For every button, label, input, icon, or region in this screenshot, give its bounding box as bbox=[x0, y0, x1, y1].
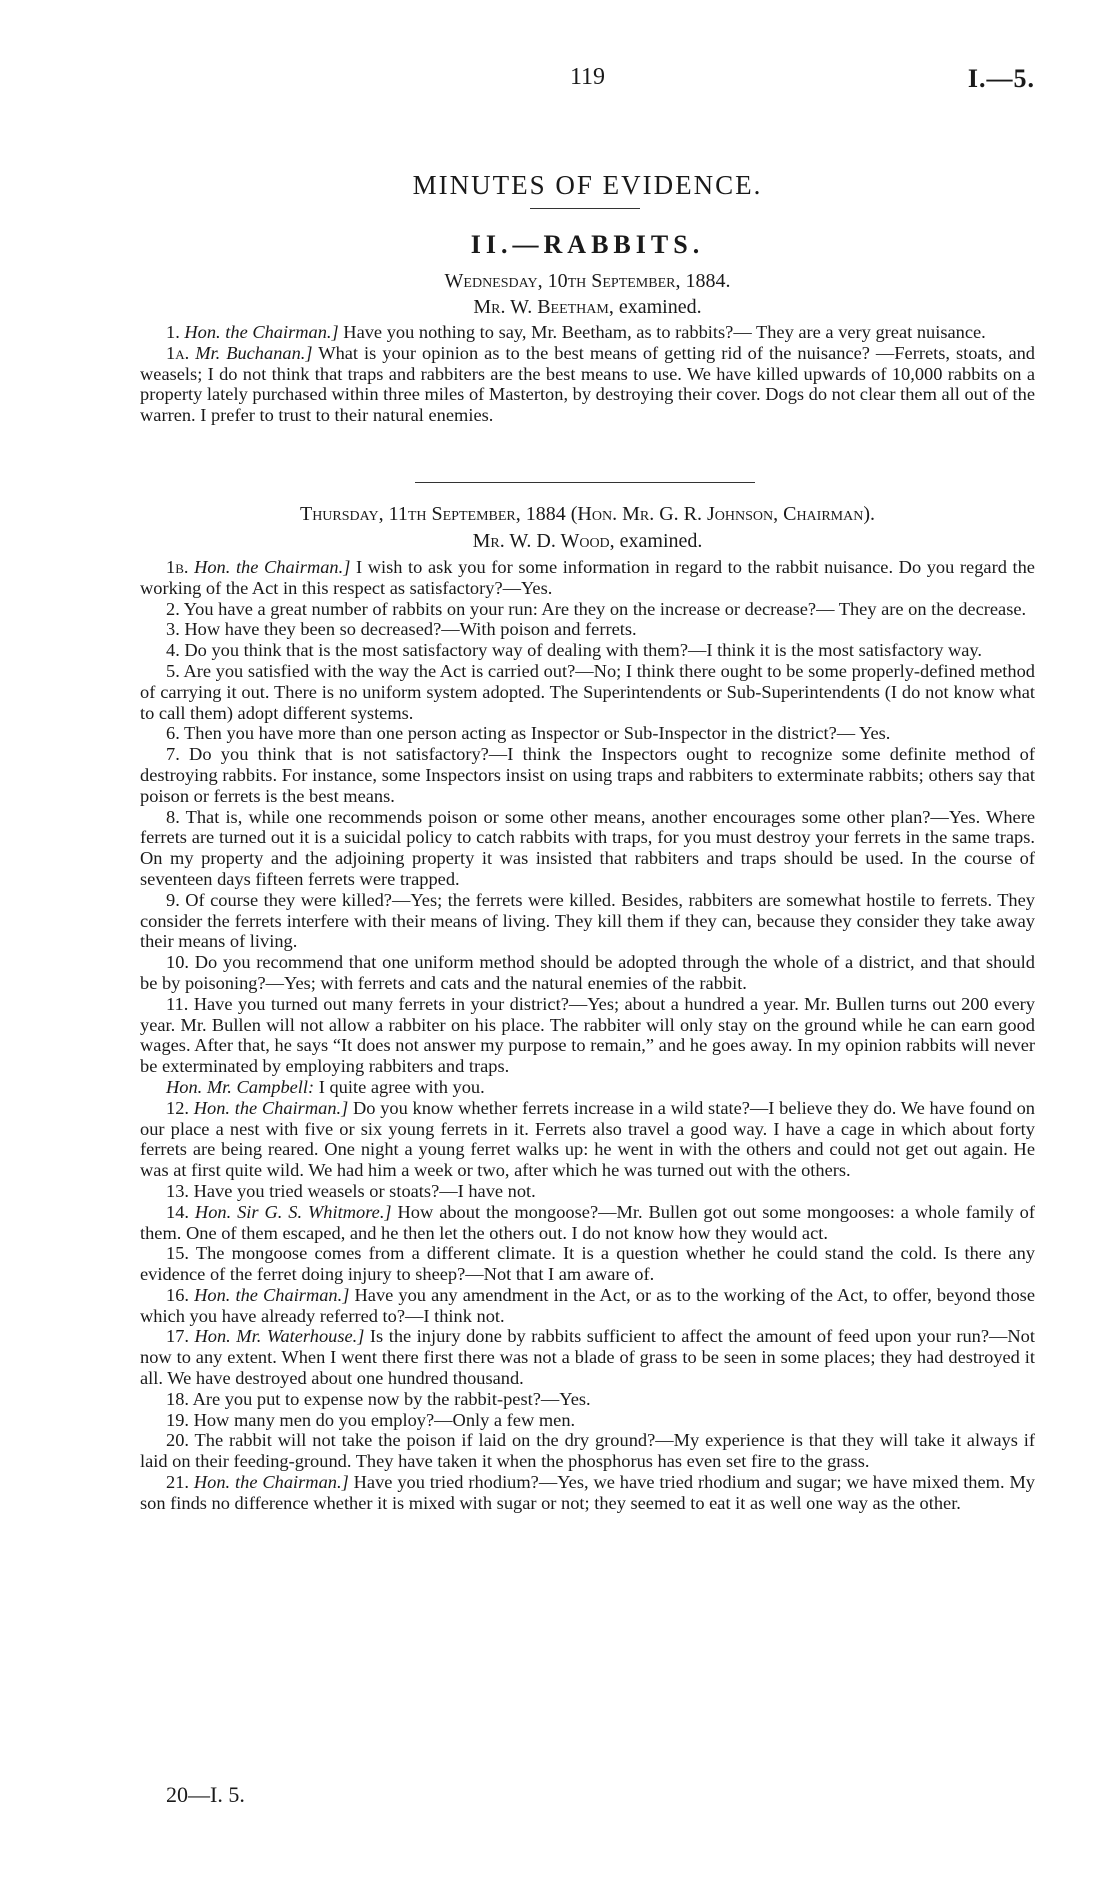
question-paragraph: 3. How have they been so decreased?—With poison and ferrets. bbox=[166, 619, 637, 640]
speaker: Hon. Mr. Campbell: bbox=[166, 1076, 315, 1097]
question-text: How about the mongoose?—Mr. Bullen got out some mongooses: a whole family of them. One of them escaped, and he then let the others out. I do not know how they would act. bbox=[140, 1201, 1035, 1243]
witness-name: Mr. W. D. Wood, bbox=[472, 530, 615, 552]
question-text: Have you tried rhodium?—Yes, we have tried rhodium and sugar; we have mixed them. My son finds no difference whether it is mixed with sugar or not; they seemed to eat it as well one way as the other. bbox=[140, 1472, 1035, 1513]
question-paragraph: 18. Are you put to expense now by the rabbit-pest?—Yes. bbox=[166, 1388, 591, 1409]
question-paragraph: 1b. Hon. the Chairman.] I wish to ask you for some information in regard to the rabbit nuisance. Do you regard the working of the Act in this respect as satisfactory?—Yes. bbox=[140, 557, 1035, 598]
question-text: What is your opinion as to the best means of getting rid of the nuisance? —Ferrets, stoats, and weasels; I do not think that traps and rabbiters are the best means to use. We have killed upwards of 10,000 rabbits on a property lately purchased within three miles of Masterton, by destroying their cover. Dogs do not clear them all out of the warren. I prefer to trust to their natural enemies. bbox=[140, 342, 1035, 426]
question-paragraph: 2. You have a great number of rabbits on your run: Are they on the increase or decrease?— They are on the decrease. bbox=[166, 598, 1027, 619]
question-paragraph: 8. That is, while one recommends poison or some other means, another encourages some other plan?—Yes. Where ferrets are turned out it is a suicidal policy to catch rabbits with traps, for you must destroy your ferrets in the same traps. On my property and the adjoining property it was insisted that rabbiters and traps should be used. In the course of seventeen days fifteen ferrets were trapped. bbox=[140, 806, 1035, 889]
question-paragraph: 21. Hon. the Chairman.] Have you tried rhodium?—Yes, we have tried rhodium and sugar; we have mixed them. My son finds no difference whether it is mixed with sugar or not; they seemed to eat it as well one way as the other. bbox=[140, 1472, 1035, 1513]
question-paragraph: 10. Do you recommend that one uniform method should be adopted through the whole of a district, and that should be by poisoning?—Yes; with ferrets and cats and the natural enemies of the rabbit. bbox=[140, 952, 1035, 993]
evidence-block-1 bbox=[140, 322, 1035, 426]
question-paragraph: 5. Are you satisfied with the way the Act is carried out?—No; I think there ought to be some properly-defined method of carrying it out. There is no uniform system adopted. The Superintendents or Sub-Superintendents (I do not know what to call them) adopt different systems. bbox=[140, 660, 1035, 723]
question-paragraph: 15. The mongoose comes from a different climate. It is a question whether he could stand the cold. Is there any evidence of the ferret doing injury to sheep?—Not that I am aware of. bbox=[140, 1243, 1035, 1285]
signature-mark: 20—I. 5. bbox=[166, 1782, 245, 1807]
witness-heading bbox=[140, 530, 1035, 553]
question-text: I wish to ask you for some information in regard to the rabbit nuisance. Do you regard the working of the Act in this respect as satisfactory?—Yes. bbox=[140, 557, 1035, 598]
question-paragraph: 17. Hon. Mr. Waterhouse.] Is the injury done by rabbits sufficient to affect the amount of feed upon your run?—Not now to any extent. When I went there first there was not a blade of grass to be seen in some places; they had destroyed it all. We have destroyed about one hundred thousand. bbox=[140, 1326, 1035, 1389]
question-paragraph: 4. Do you think that is the most satisfactory way of dealing with them?—I think it is the most satisfactory way. bbox=[166, 640, 983, 661]
session-date: Wednesday, 10th September, 1884. bbox=[444, 270, 731, 292]
title-divider bbox=[530, 208, 640, 209]
question-paragraph: 14. Hon. Sir G. S. Whitmore.] How about the mongoose?—Mr. Bullen got out some mongooses: a whole family of them. One of them escaped, and he then let the others out. I do not know how they would act. bbox=[140, 1201, 1035, 1243]
question-paragraph: 1. Hon. the Chairman.] Have you nothing to say, Mr. Beetham, as to rabbits?— They are a very great nuisance. bbox=[166, 322, 986, 342]
question-paragraph: 6. Then you have more than one person acting as Inspector or Sub-Inspector in the district?— Yes. bbox=[166, 723, 891, 744]
question-text: Have you any amendment in the Act, or as to the working of the Act, to offer, beyond those which you have already referred to?—I think not. bbox=[140, 1284, 1035, 1326]
document-reference: I.—5. bbox=[967, 64, 1035, 93]
interjection-text: I quite agree with you. bbox=[318, 1076, 485, 1097]
question-paragraph: 1a. Mr. Buchanan.] What is your opinion as to the best means of getting rid of the nuisance? —Ferrets, stoats, and weasels; I do not think that traps and rabbiters are the best means to use. We have killed upwards of 10,000 rabbits on a property lately purchased within three miles of Masterton, by destroying their cover. Dogs do not clear them all out of the warren. I prefer to trust to their natural enemies. bbox=[140, 342, 1035, 426]
section-divider bbox=[415, 482, 755, 483]
speaker: Hon. Mr. Waterhouse.] bbox=[194, 1326, 365, 1347]
question-paragraph: 16. Hon. the Chairman.] Have you any amendment in the Act, or as to the working of the Act, to offer, beyond those which you have already referred to?—I think not. bbox=[140, 1284, 1035, 1326]
speaker: Hon. the Chairman.] bbox=[194, 1284, 350, 1305]
speaker: Hon. the Chairman.] bbox=[193, 1472, 349, 1493]
question-text: Do you know whether ferrets increase in a wild state?—I believe they do. We have found on our place a nest with five or six young ferrets in it. Ferrets also travel a good way. I have a cage in which about forty ferrets are being reared. One night a young ferret walks up: he went in with the others and could not get out again. He was at first quite wild. We had him a week or two, after which he was turned out with the others. bbox=[140, 1097, 1035, 1181]
question-paragraph: 9. Of course they were killed?—Yes; the ferrets were killed. Besides, rabbiters are somewhat hostile to ferrets. They consider the ferrets interfere with their means of living. They kill them if they can, because they consider they take away their means of living. bbox=[140, 889, 1035, 952]
evidence-block-2 bbox=[140, 557, 1035, 1514]
page-title: MINUTES OF EVIDENCE. bbox=[412, 170, 763, 200]
question-paragraph: 7. Do you think that is not satisfactory?—I think the Inspectors ought to recognize some definite method of destroying rabbits. For instance, some Inspectors insist on using traps and rabbiters to exterminate rabbits; others say that poison or ferrets is the best means. bbox=[140, 744, 1035, 806]
question-text: Is the injury done by rabbits sufficient to affect the amount of feed upon your run?—Not now to any extent. When I went there first there was not a blade of grass to be seen in some places; they had destroyed it all. We have destroyed about one hundred thousand. bbox=[140, 1326, 1035, 1389]
witness-name: Mr. W. Beetham, bbox=[473, 296, 614, 318]
question-paragraph: 20. The rabbit will not take the poison if laid on the dry ground?—My experience is that they will take it always if laid on their feeding-ground. They have taken it when the phosphorus has even set fire to the grass. bbox=[140, 1430, 1035, 1472]
speaker: Hon. the Chairman.] bbox=[193, 1097, 349, 1118]
question-paragraph: 19. How many men do you employ?—Only a few men. bbox=[166, 1409, 576, 1430]
page-header bbox=[140, 64, 1035, 104]
interjection-paragraph bbox=[140, 1077, 1035, 1098]
witness-role: examined. bbox=[619, 530, 703, 552]
question-paragraph: 13. Have you tried weasels or stoats?—I have not. bbox=[166, 1180, 536, 1201]
session-date: Thursday, 11th September, 1884 (Hon. Mr. G. R. Johnson, Chairman). bbox=[299, 503, 875, 525]
speaker: Mr. Buchanan.] bbox=[195, 342, 313, 363]
speaker: Hon. Sir G. S. Whitmore.] bbox=[194, 1201, 392, 1222]
witness-heading bbox=[140, 296, 1035, 319]
section-heading: II.—RABBITS. bbox=[470, 230, 705, 259]
question-paragraph: 12. Hon. the Chairman.] Do you know whether ferrets increase in a wild state?—I believe they do. We have found on our place a nest with five or six young ferrets in it. Ferrets also travel a good way. I have a cage in which about forty ferrets are being reared. One night a young ferret walks up: he went in with the others and could not get out again. He was at first quite wild. We had him a week or two, after which he was turned out with the others. bbox=[140, 1097, 1035, 1181]
speaker: Hon. the Chairman.] bbox=[194, 557, 351, 577]
question-text: Have you nothing to say, Mr. Beetham, as to rabbits?— They are a very great nuisance. bbox=[343, 322, 986, 342]
question-paragraph: 11. Have you turned out many ferrets in your district?—Yes; about a hundred a year. Mr. Bullen turns out 200 every year. Mr. Bullen will not allow a rabbiter on his place. The rabbiter will only stay on the ground while he can earn good wages. After that, he says “It does not answer my purpose to remain,” and he goes away. In my opinion rabbits will never be exterminated by employing rabbiters and traps. bbox=[140, 993, 1035, 1077]
witness-role: examined. bbox=[618, 296, 702, 318]
speaker: Hon. the Chairman.] bbox=[184, 322, 339, 342]
page-number: 119 bbox=[569, 64, 606, 90]
